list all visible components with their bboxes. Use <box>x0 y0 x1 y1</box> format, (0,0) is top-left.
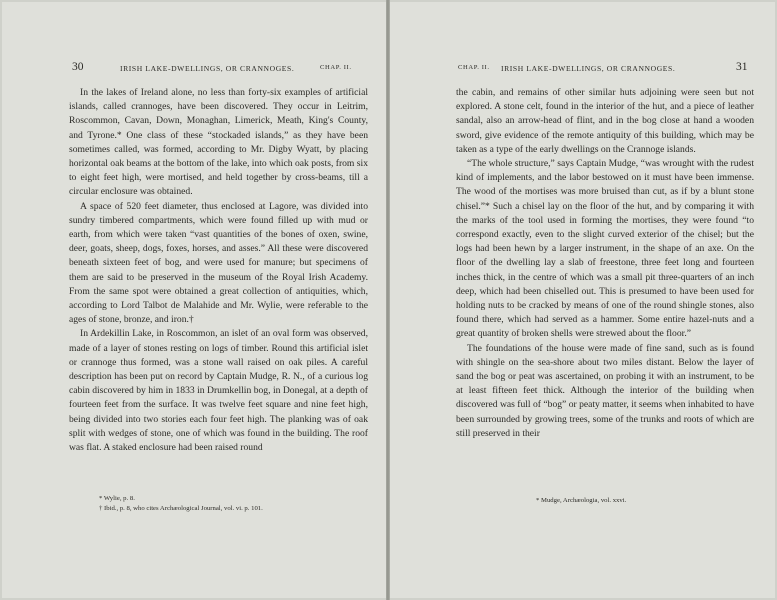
right-page-footnotes <box>536 496 626 506</box>
paragraph: The foundations of the house were made of fine sand, such as is found with shingle on the sea-shore about two miles distant. Below the layer of sand the bog or peat was ascertained, on probing it with an instrument, to be at least fifteen feet thick. Although the interior of the building when discovered was full of “bog” or peaty matter, it seems when inhabited to have been surrounded by growing trees, some of the trunks and roots of which are still preserved in their <box>456 342 754 439</box>
left-page <box>2 2 386 598</box>
running-title: IRISH LAKE-DWELLINGS, OR CRANNOGES. <box>501 64 676 73</box>
footnote: * Wylie, p. 8. <box>99 495 135 502</box>
paragraph: In Ardekillin Lake, in Roscommon, an islet of an oval form was observed, made of a layer of stones resting on logs of timber. Round this artificial islet or crannoge thus formed, was a stone wall raised on oak piles. A careful description has been put on record by Captain Mudge, R. N., of a curious log cabin discovered by him in 1833 in Drumkellin bog, in Donegal, at a depth of fourteen feet from the surface. It was twelve feet square and nine feet high, being divided into two stories each four feet high. The planking was of oak split with wedges of stone, one of which was found in the building. The roof was flat. A staked enclosure had been raised round <box>69 328 368 454</box>
paragraph: the cabin, and remains of other similar huts adjoining were seen but not explored. A stone celt, found in the interior of the hut, and a piece of leather sandal, also an arrow-head of flint, and in the bog close at hand a wooden sword, give evidence of the remote antiquity of this building, which may be taken as a type of the early dwellings on the Crannoge islands. <box>456 87 754 155</box>
paragraph: “The whole structure,” says Captain Mudge, “was wrought with the rudest kind of implements, and the labor bestowed on it must have been immense. The wood of the mortises was more bruised than cut, as if by a blunt stone chisel.”* Such a chisel lay on the floor of the hut, and by comparing it with the marks of the tool used in forming the mortises, they were found “to correspond exactly, even to the slight curved exterior of the chisel; but the logs had been hewn by a larger instrument, in the shape of an axe. On the floor of the dwelling lay a slab of freestone, three feet long and fourteen inches thick, in the centre of which was a small pit three-quarters of an inch deep, which had been chiselled out. This is presumed to have been used for holding nuts to be cracked by means of one of the round shingle stones, also found there, which had served as a hammer. Some entire hazel-nuts and a great quantity of broken shells were strewed about the floor.” <box>456 158 754 340</box>
right-page <box>390 2 775 598</box>
chapter-label: CHAP. II. <box>320 64 352 71</box>
left-page-header <box>72 61 367 78</box>
paragraph: In the lakes of Ireland alone, no less than forty-six examples of artificial islands, called crannoges, have been discovered. They occur in Leitrim, Roscommon, Cavan, Down, Monaghan, Limerick, Meath, King's County, and Tyrone.* One class of these “stockaded islands,” as they have been sometimes called, was formed, according to Mr. Digby Wyatt, by placing horizontal oak beams at the bottom of the lake, into which oak posts, from six to eight feet high, were mortised, and held together by cross-beams, till a circular enclosure was obtained. <box>69 87 368 198</box>
left-page-footnotes <box>99 494 263 514</box>
footnote: * Mudge, Archæologia, vol. xxvi. <box>536 497 627 504</box>
right-page-body <box>456 86 754 441</box>
chapter-label: CHAP. II. <box>458 64 490 71</box>
footnote: † Ibid., p. 8, who cites Archæological Journal, vol. vi. p. 101. <box>99 505 263 512</box>
page-number: 31 <box>736 61 748 73</box>
paragraph: A space of 520 feet diameter, thus enclosed at Lagore, was divided into sundry timbered compartments, which were found filled up with mud or earth, from which were taken “vast quantities of the bones of oxen, swine, deer, goats, sheep, dogs, foxes, horses, and asses.” All these were discovered beneath sixteen feet of bog, and were used for manure; but specimens of them are said to be preserved in the museum of the Royal Irish Academy. From the same spot were obtained a great collection of antiquities, which, according to Lord Talbot de Malahide and Mr. Wylie, were referable to the ages of stone, bronze, and iron.† <box>69 200 368 326</box>
left-page-body <box>69 86 368 455</box>
running-title: IRISH LAKE-DWELLINGS, OR CRANNOGES. <box>120 64 295 73</box>
page-number: 30 <box>72 61 84 73</box>
right-page-header <box>458 61 758 78</box>
